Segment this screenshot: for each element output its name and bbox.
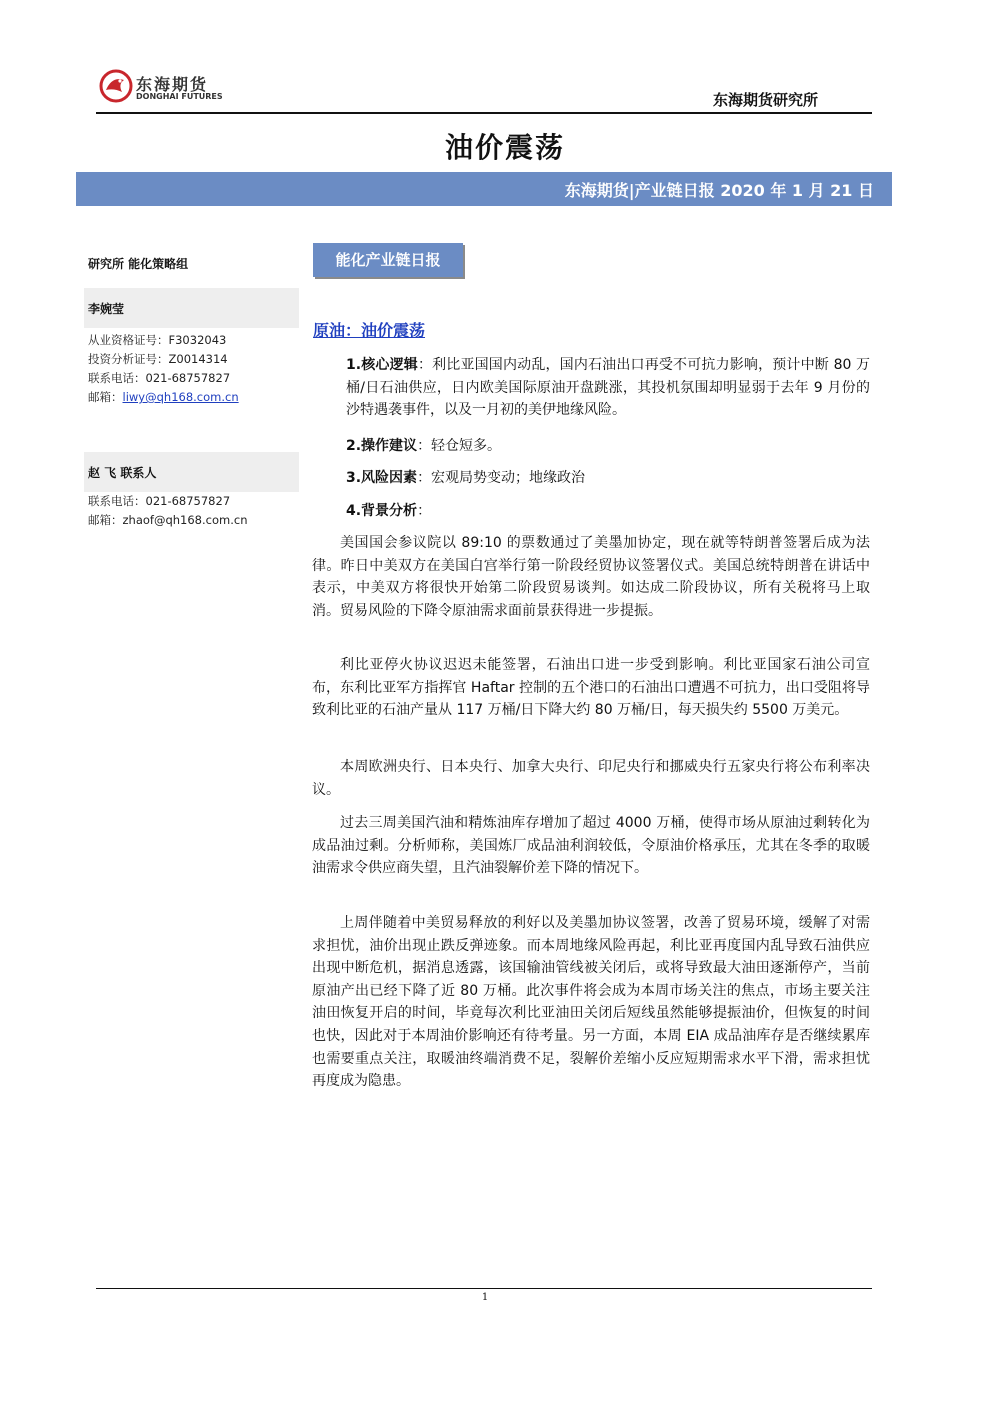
report-banner [76, 172, 892, 206]
core-logic-item [312, 354, 870, 422]
core-logic-text: ：利比亚国国内动乱，国内石油出口再受不可抗力影响，预计中断 80 万桶/日石油供应，日内欧美国际原油开盘跳涨，其投机氛围却明显弱于去年 9 月份的沙特遇袭事件，以及一月初的美伊地缘风险。 [346, 357, 871, 419]
analyst1-phone: 联系电话：021-68757827 [88, 371, 231, 385]
background-item [346, 500, 431, 520]
dragon-logo-icon [98, 68, 134, 104]
analyst1-name: 李婉莹 [88, 302, 125, 316]
page-title: 油价震荡 [444, 131, 565, 164]
section-title-link[interactable]: 原油：油价震荡 [313, 321, 426, 340]
analyst1-email-row [88, 389, 239, 405]
header-org-name: 东海期货研究所 [712, 91, 818, 109]
paragraph-4: 过去三周美国汽油和精炼油库存增加了超过 4000 万桶，使得市场从原油过剩转化为成品油过剩。分析师称，美国炼厂成品油利润较低，令原油价格承压，尤其在冬季的取暖油需求令供应商失望，且汽油裂解价差下降的情况下。 [312, 815, 870, 877]
logo-chinese-text: 东海期货 [136, 75, 209, 94]
logo-english-text: DONGHAI FUTURES [136, 92, 223, 101]
analyst2-block [84, 452, 299, 492]
risk-factors-label: 3.风险因素 [346, 470, 418, 486]
footer-divider [96, 1288, 872, 1289]
paragraph-2: 利比亚停火协议迟迟未能签署，石油出口进一步受到影响。利比亚国家石油公司宣布，东利比亚军方指挥官 Haftar 控制的五个港口的石油出口遭遇不可抗力，出口受阻将导致利比亚的石油产量从 117 万桶/日下降大约 80 万桶/日，每天损失约 5500 万美元。 [312, 657, 870, 719]
analyst2-phone: 联系电话：021-68757827 [88, 494, 231, 508]
company-logo [98, 68, 238, 108]
report-tag: 能化产业链日报 [313, 243, 463, 277]
banner-text: 东海期货|产业链日报 2020 年 1 月 21 日 [564, 181, 874, 200]
analyst2-email: 邮箱：zhaof@qh168.com.cn [88, 513, 248, 527]
analyst1-cert: 从业资格证号：F3032043 [88, 333, 227, 347]
core-logic-label: 1.核心逻辑 [346, 357, 418, 373]
background-label: 4.背景分析 [346, 503, 418, 519]
sidebar-dept: 研究所 能化策略组 [88, 257, 189, 271]
page-number: 1 [481, 1292, 489, 1303]
paragraph-3: 本周欧洲央行、日本央行、加拿大央行、印尼央行和挪威央行五家央行将公布利率决议。 [312, 759, 870, 798]
background-colon: ： [417, 503, 432, 519]
analyst1-email-link[interactable]: liwy@qh168.com.cn [122, 390, 239, 404]
operation-advice-item [346, 435, 501, 455]
operation-advice-label: 2.操作建议 [346, 438, 418, 454]
analyst1-invest-cert: 投资分析证号：Z0014314 [88, 352, 228, 366]
analyst1-email-label: 邮箱： [88, 390, 123, 404]
paragraph-1: 美国国会参议院以 89:10 的票数通过了美墨加协定，现在就等特朗普签署后成为法律。昨日中美双方在美国白宫举行第一阶段经贸协议签署仪式。美国总统特朗普在讲话中表示，中美双方将很快开始第二阶段贸易谈判。如达成二阶段协议，所有关税将马上取消。贸易风险的下降令原油需求面前景获得进一步提振。 [312, 535, 870, 619]
risk-factors-item [346, 467, 585, 487]
risk-factors-text: ：宏观局势变动；地缘政治 [417, 470, 586, 486]
analyst2-name: 赵 飞 联系人 [88, 466, 157, 480]
operation-advice-text: ：轻仓短多。 [417, 438, 502, 454]
header-divider [96, 112, 872, 114]
analyst1-block [84, 288, 299, 328]
paragraph-5: 上周伴随着中美贸易释放的利好以及美墨加协议签署，改善了贸易环境，缓解了对需求担忧，油价出现止跌反弹迹象。而本周地缘风险再起，利比亚再度国内乱导致石油供应出现中断危机，据消息透露，该国输油管线被关闭后，或将导致最大油田逐渐停产，当前原油产出已经下降了近 80 万桶。此次事件将会成为本周市场关注的焦点，市场主要关注油田恢复开启的时间，毕竟每次利比亚油田关闭后短线虽然能够提振油价，但恢复的时间也快，因此对于本周油价影响还有待考量。另一方面，本周 EIA 成品油库存是否继续累库也需要重点关注，取暖油终端消费不足，裂解价差缩小反应短期需求水平下滑，需求担忧再度成为隐患。 [312, 915, 870, 1090]
